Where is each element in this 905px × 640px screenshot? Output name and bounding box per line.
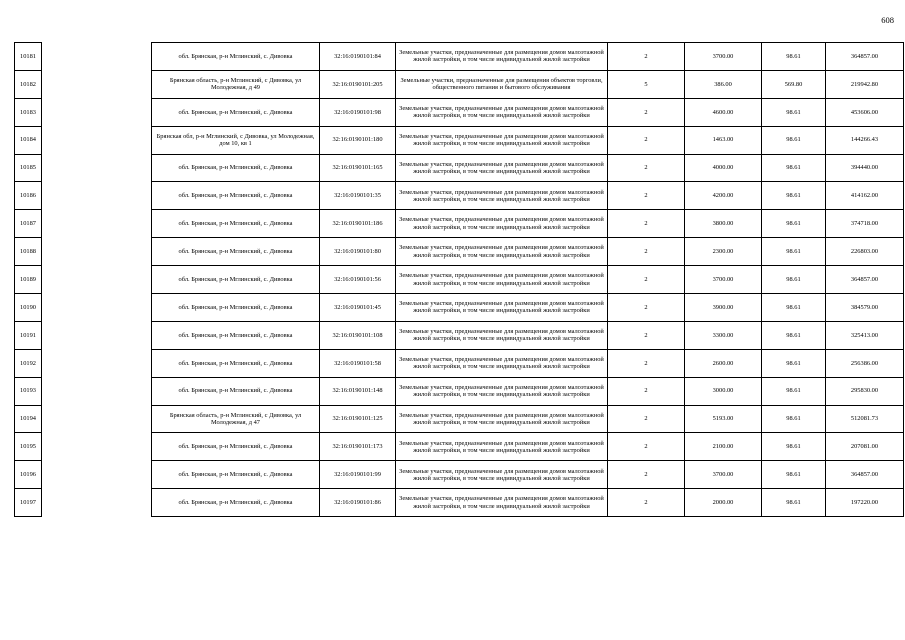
blank-gap-cell [42, 433, 152, 461]
blank-gap-cell [42, 405, 152, 433]
category-cell: 2 [608, 266, 685, 294]
land-use-cell: Земельные участки, предназначенные для размещения домов малоэтажной жилой застройки, в том числе индивидуальной жилой застройки [396, 377, 608, 405]
land-use-cell: Земельные участки, предназначенные для размещения домов малоэтажной жилой застройки, в том числе индивидуальной жилой застройки [396, 266, 608, 294]
land-use-cell: Земельные участки, предназначенные для размещения домов малоэтажной жилой застройки, в том числе индивидуальной жилой застройки [396, 294, 608, 322]
row-number-cell: 10191 [15, 321, 42, 349]
address-cell: обл. Брянская, р-н Мглинский, с. Дивовка [152, 321, 320, 349]
address-cell: обл. Брянская, р-н Мглинский, с. Дивовка [152, 377, 320, 405]
row-number-cell: 10189 [15, 266, 42, 294]
cadastral-number-cell: 32:16:0190101:205 [320, 70, 396, 98]
row-number-cell: 10186 [15, 182, 42, 210]
category-cell: 2 [608, 377, 685, 405]
land-use-cell: Земельные участки, предназначенные для размещения домов малоэтажной жилой застройки, в том числе индивидуальной жилой застройки [396, 405, 608, 433]
specific-value-cell: 98.61 [762, 433, 826, 461]
table-row [15, 154, 904, 182]
category-cell: 2 [608, 405, 685, 433]
specific-value-cell: 98.61 [762, 321, 826, 349]
land-use-cell: Земельные участки, предназначенные для размещения объектов торговли, общественного питания и бытового обслуживания [396, 70, 608, 98]
cadastral-value-cell: 207081.00 [826, 433, 904, 461]
cadastral-number-cell: 32:16:0190101:165 [320, 154, 396, 182]
area-cell: 3900.00 [685, 294, 762, 322]
page-number: 608 [881, 15, 894, 25]
address-cell: обл. Брянская, р-н Мглинский, с. Дивовка [152, 489, 320, 517]
blank-gap-cell [42, 461, 152, 489]
table-row [15, 182, 904, 210]
address-cell: обл. Брянская, р-н Мглинский, с. Дивовка [152, 294, 320, 322]
specific-value-cell: 98.61 [762, 461, 826, 489]
cadastral-value-cell: 295830.00 [826, 377, 904, 405]
row-number-cell: 10192 [15, 349, 42, 377]
specific-value-cell: 98.61 [762, 349, 826, 377]
blank-gap-cell [42, 489, 152, 517]
specific-value-cell: 98.61 [762, 266, 826, 294]
address-cell: Брянская обл, р-н Мглинский, с Дивовка, ул Молодежная, дом 10, кв 1 [152, 126, 320, 154]
address-cell: обл. Брянская, р-н Мглинский, с. Дивовка [152, 238, 320, 266]
address-cell: Брянская область, р-н Мглинский, с Дивовка, ул Молодежная, д 47 [152, 405, 320, 433]
cadastral-number-cell: 32:16:0190101:99 [320, 461, 396, 489]
row-number-cell: 10197 [15, 489, 42, 517]
area-cell: 5193.00 [685, 405, 762, 433]
specific-value-cell: 98.61 [762, 294, 826, 322]
area-cell: 3700.00 [685, 266, 762, 294]
specific-value-cell: 98.61 [762, 98, 826, 126]
row-number-cell: 10185 [15, 154, 42, 182]
cadastral-number-cell: 32:16:0190101:186 [320, 210, 396, 238]
cadastral-value-cell: 364857.00 [826, 266, 904, 294]
cadastral-number-cell: 32:16:0190101:148 [320, 377, 396, 405]
table-row [15, 377, 904, 405]
category-cell: 2 [608, 321, 685, 349]
specific-value-cell: 98.61 [762, 43, 826, 71]
category-cell: 2 [608, 98, 685, 126]
cadastral-value-cell: 256386.00 [826, 349, 904, 377]
table-row [15, 489, 904, 517]
cadastral-number-cell: 32:16:0190101:125 [320, 405, 396, 433]
row-number-cell: 10196 [15, 461, 42, 489]
table-row [15, 238, 904, 266]
cadastral-value-cell: 512081.73 [826, 405, 904, 433]
category-cell: 2 [608, 433, 685, 461]
land-use-cell: Земельные участки, предназначенные для размещения домов малоэтажной жилой застройки, в том числе индивидуальной жилой застройки [396, 349, 608, 377]
category-cell: 2 [608, 238, 685, 266]
blank-gap-cell [42, 349, 152, 377]
blank-gap-cell [42, 266, 152, 294]
cadastral-value-cell: 197220.00 [826, 489, 904, 517]
blank-gap-cell [42, 98, 152, 126]
table-row [15, 294, 904, 322]
table-row [15, 98, 904, 126]
land-use-cell: Земельные участки, предназначенные для размещения домов малоэтажной жилой застройки, в том числе индивидуальной жилой застройки [396, 182, 608, 210]
area-cell: 4600.00 [685, 98, 762, 126]
address-cell: Брянская область, р-н Мглинский, с Дивовка, ул Молодежная, д 49 [152, 70, 320, 98]
cadastral-value-cell: 374718.00 [826, 210, 904, 238]
row-number-cell: 10194 [15, 405, 42, 433]
category-cell: 2 [608, 461, 685, 489]
land-use-cell: Земельные участки, предназначенные для размещения домов малоэтажной жилой застройки, в том числе индивидуальной жилой застройки [396, 433, 608, 461]
category-cell: 2 [608, 294, 685, 322]
area-cell: 1463.00 [685, 126, 762, 154]
cadastral-value-cell: 144266.43 [826, 126, 904, 154]
specific-value-cell: 98.61 [762, 377, 826, 405]
cadastral-value-cell: 226803.00 [826, 238, 904, 266]
cadastral-value-cell: 453606.00 [826, 98, 904, 126]
cadastral-number-cell: 32:16:0190101:180 [320, 126, 396, 154]
table-row [15, 321, 904, 349]
address-cell: обл. Брянская, р-н Мглинский, с. Дивовка [152, 154, 320, 182]
row-number-cell: 10182 [15, 70, 42, 98]
table-row [15, 433, 904, 461]
land-use-cell: Земельные участки, предназначенные для размещения домов малоэтажной жилой застройки, в том числе индивидуальной жилой застройки [396, 461, 608, 489]
table-row [15, 405, 904, 433]
table-row [15, 461, 904, 489]
blank-gap-cell [42, 377, 152, 405]
specific-value-cell: 98.61 [762, 489, 826, 517]
area-cell: 4000.00 [685, 154, 762, 182]
address-cell: обл. Брянская, р-н Мглинский, с. Дивовка [152, 43, 320, 71]
category-cell: 2 [608, 43, 685, 71]
category-cell: 2 [608, 489, 685, 517]
table-row [15, 210, 904, 238]
category-cell: 5 [608, 70, 685, 98]
cadastral-value-cell: 364857.00 [826, 461, 904, 489]
blank-gap-cell [42, 43, 152, 71]
blank-gap-cell [42, 321, 152, 349]
area-cell: 2100.00 [685, 433, 762, 461]
row-number-cell: 10195 [15, 433, 42, 461]
cadastral-value-table [14, 42, 904, 517]
table-row [15, 70, 904, 98]
cadastral-number-cell: 32:16:0190101:80 [320, 238, 396, 266]
area-cell: 386.00 [685, 70, 762, 98]
area-cell: 3300.00 [685, 321, 762, 349]
cadastral-value-cell: 384579.00 [826, 294, 904, 322]
land-use-cell: Земельные участки, предназначенные для размещения домов малоэтажной жилой застройки, в том числе индивидуальной жилой застройки [396, 154, 608, 182]
cadastral-value-cell: 219942.80 [826, 70, 904, 98]
specific-value-cell: 98.61 [762, 182, 826, 210]
cadastral-number-cell: 32:16:0190101:108 [320, 321, 396, 349]
cadastral-number-cell: 32:16:0190101:56 [320, 266, 396, 294]
cadastral-value-cell: 394440.00 [826, 154, 904, 182]
area-cell: 3000.00 [685, 377, 762, 405]
category-cell: 2 [608, 154, 685, 182]
table-row [15, 266, 904, 294]
row-number-cell: 10188 [15, 238, 42, 266]
row-number-cell: 10183 [15, 98, 42, 126]
area-cell: 3800.00 [685, 210, 762, 238]
blank-gap-cell [42, 238, 152, 266]
area-cell: 3700.00 [685, 43, 762, 71]
table-row [15, 43, 904, 71]
row-number-cell: 10184 [15, 126, 42, 154]
cadastral-number-cell: 32:16:0190101:58 [320, 349, 396, 377]
table-row [15, 126, 904, 154]
address-cell: обл. Брянская, р-н Мглинский, с. Дивовка [152, 210, 320, 238]
cadastral-value-cell: 364857.00 [826, 43, 904, 71]
specific-value-cell: 98.61 [762, 154, 826, 182]
address-cell: обл. Брянская, р-н Мглинский, с. Дивовка [152, 182, 320, 210]
address-cell: обл. Брянская, р-н Мглинский, с. Дивовка [152, 98, 320, 126]
category-cell: 2 [608, 210, 685, 238]
land-use-cell: Земельные участки, предназначенные для размещения домов малоэтажной жилой застройки, в том числе индивидуальной жилой застройки [396, 489, 608, 517]
cadastral-number-cell: 32:16:0190101:86 [320, 489, 396, 517]
blank-gap-cell [42, 70, 152, 98]
land-use-cell: Земельные участки, предназначенные для размещения домов малоэтажной жилой застройки, в том числе индивидуальной жилой застройки [396, 126, 608, 154]
cadastral-number-cell: 32:16:0190101:173 [320, 433, 396, 461]
land-use-cell: Земельные участки, предназначенные для размещения домов малоэтажной жилой застройки, в том числе индивидуальной жилой застройки [396, 210, 608, 238]
specific-value-cell: 98.61 [762, 210, 826, 238]
specific-value-cell: 98.61 [762, 405, 826, 433]
cadastral-number-cell: 32:16:0190101:35 [320, 182, 396, 210]
cadastral-value-cell: 325413.00 [826, 321, 904, 349]
row-number-cell: 10181 [15, 43, 42, 71]
blank-gap-cell [42, 294, 152, 322]
address-cell: обл. Брянская, р-н Мглинский, с. Дивовка [152, 266, 320, 294]
address-cell: обл. Брянская, р-н Мглинский, с. Дивовка [152, 349, 320, 377]
category-cell: 2 [608, 182, 685, 210]
blank-gap-cell [42, 210, 152, 238]
row-number-cell: 10190 [15, 294, 42, 322]
area-cell: 3700.00 [685, 461, 762, 489]
blank-gap-cell [42, 126, 152, 154]
cadastral-number-cell: 32:16:0190101:45 [320, 294, 396, 322]
cadastral-value-cell: 414162.00 [826, 182, 904, 210]
specific-value-cell: 98.61 [762, 238, 826, 266]
address-cell: обл. Брянская, р-н Мглинский, с. Дивовка [152, 433, 320, 461]
area-cell: 2000.00 [685, 489, 762, 517]
land-use-cell: Земельные участки, предназначенные для размещения домов малоэтажной жилой застройки, в том числе индивидуальной жилой застройки [396, 238, 608, 266]
category-cell: 2 [608, 126, 685, 154]
land-use-cell: Земельные участки, предназначенные для размещения домов малоэтажной жилой застройки, в том числе индивидуальной жилой застройки [396, 98, 608, 126]
blank-gap-cell [42, 182, 152, 210]
address-cell: обл. Брянская, р-н Мглинский, с. Дивовка [152, 461, 320, 489]
area-cell: 2300.00 [685, 238, 762, 266]
land-use-cell: Земельные участки, предназначенные для размещения домов малоэтажной жилой застройки, в том числе индивидуальной жилой застройки [396, 321, 608, 349]
table-row [15, 349, 904, 377]
area-cell: 2600.00 [685, 349, 762, 377]
category-cell: 2 [608, 349, 685, 377]
specific-value-cell: 569.80 [762, 70, 826, 98]
row-number-cell: 10193 [15, 377, 42, 405]
specific-value-cell: 98.61 [762, 126, 826, 154]
blank-gap-cell [42, 154, 152, 182]
cadastral-number-cell: 32:16:0190101:84 [320, 43, 396, 71]
cadastral-number-cell: 32:16:0190101:98 [320, 98, 396, 126]
area-cell: 4200.00 [685, 182, 762, 210]
land-use-cell: Земельные участки, предназначенные для размещения домов малоэтажной жилой застройки, в том числе индивидуальной жилой застройки [396, 43, 608, 71]
row-number-cell: 10187 [15, 210, 42, 238]
